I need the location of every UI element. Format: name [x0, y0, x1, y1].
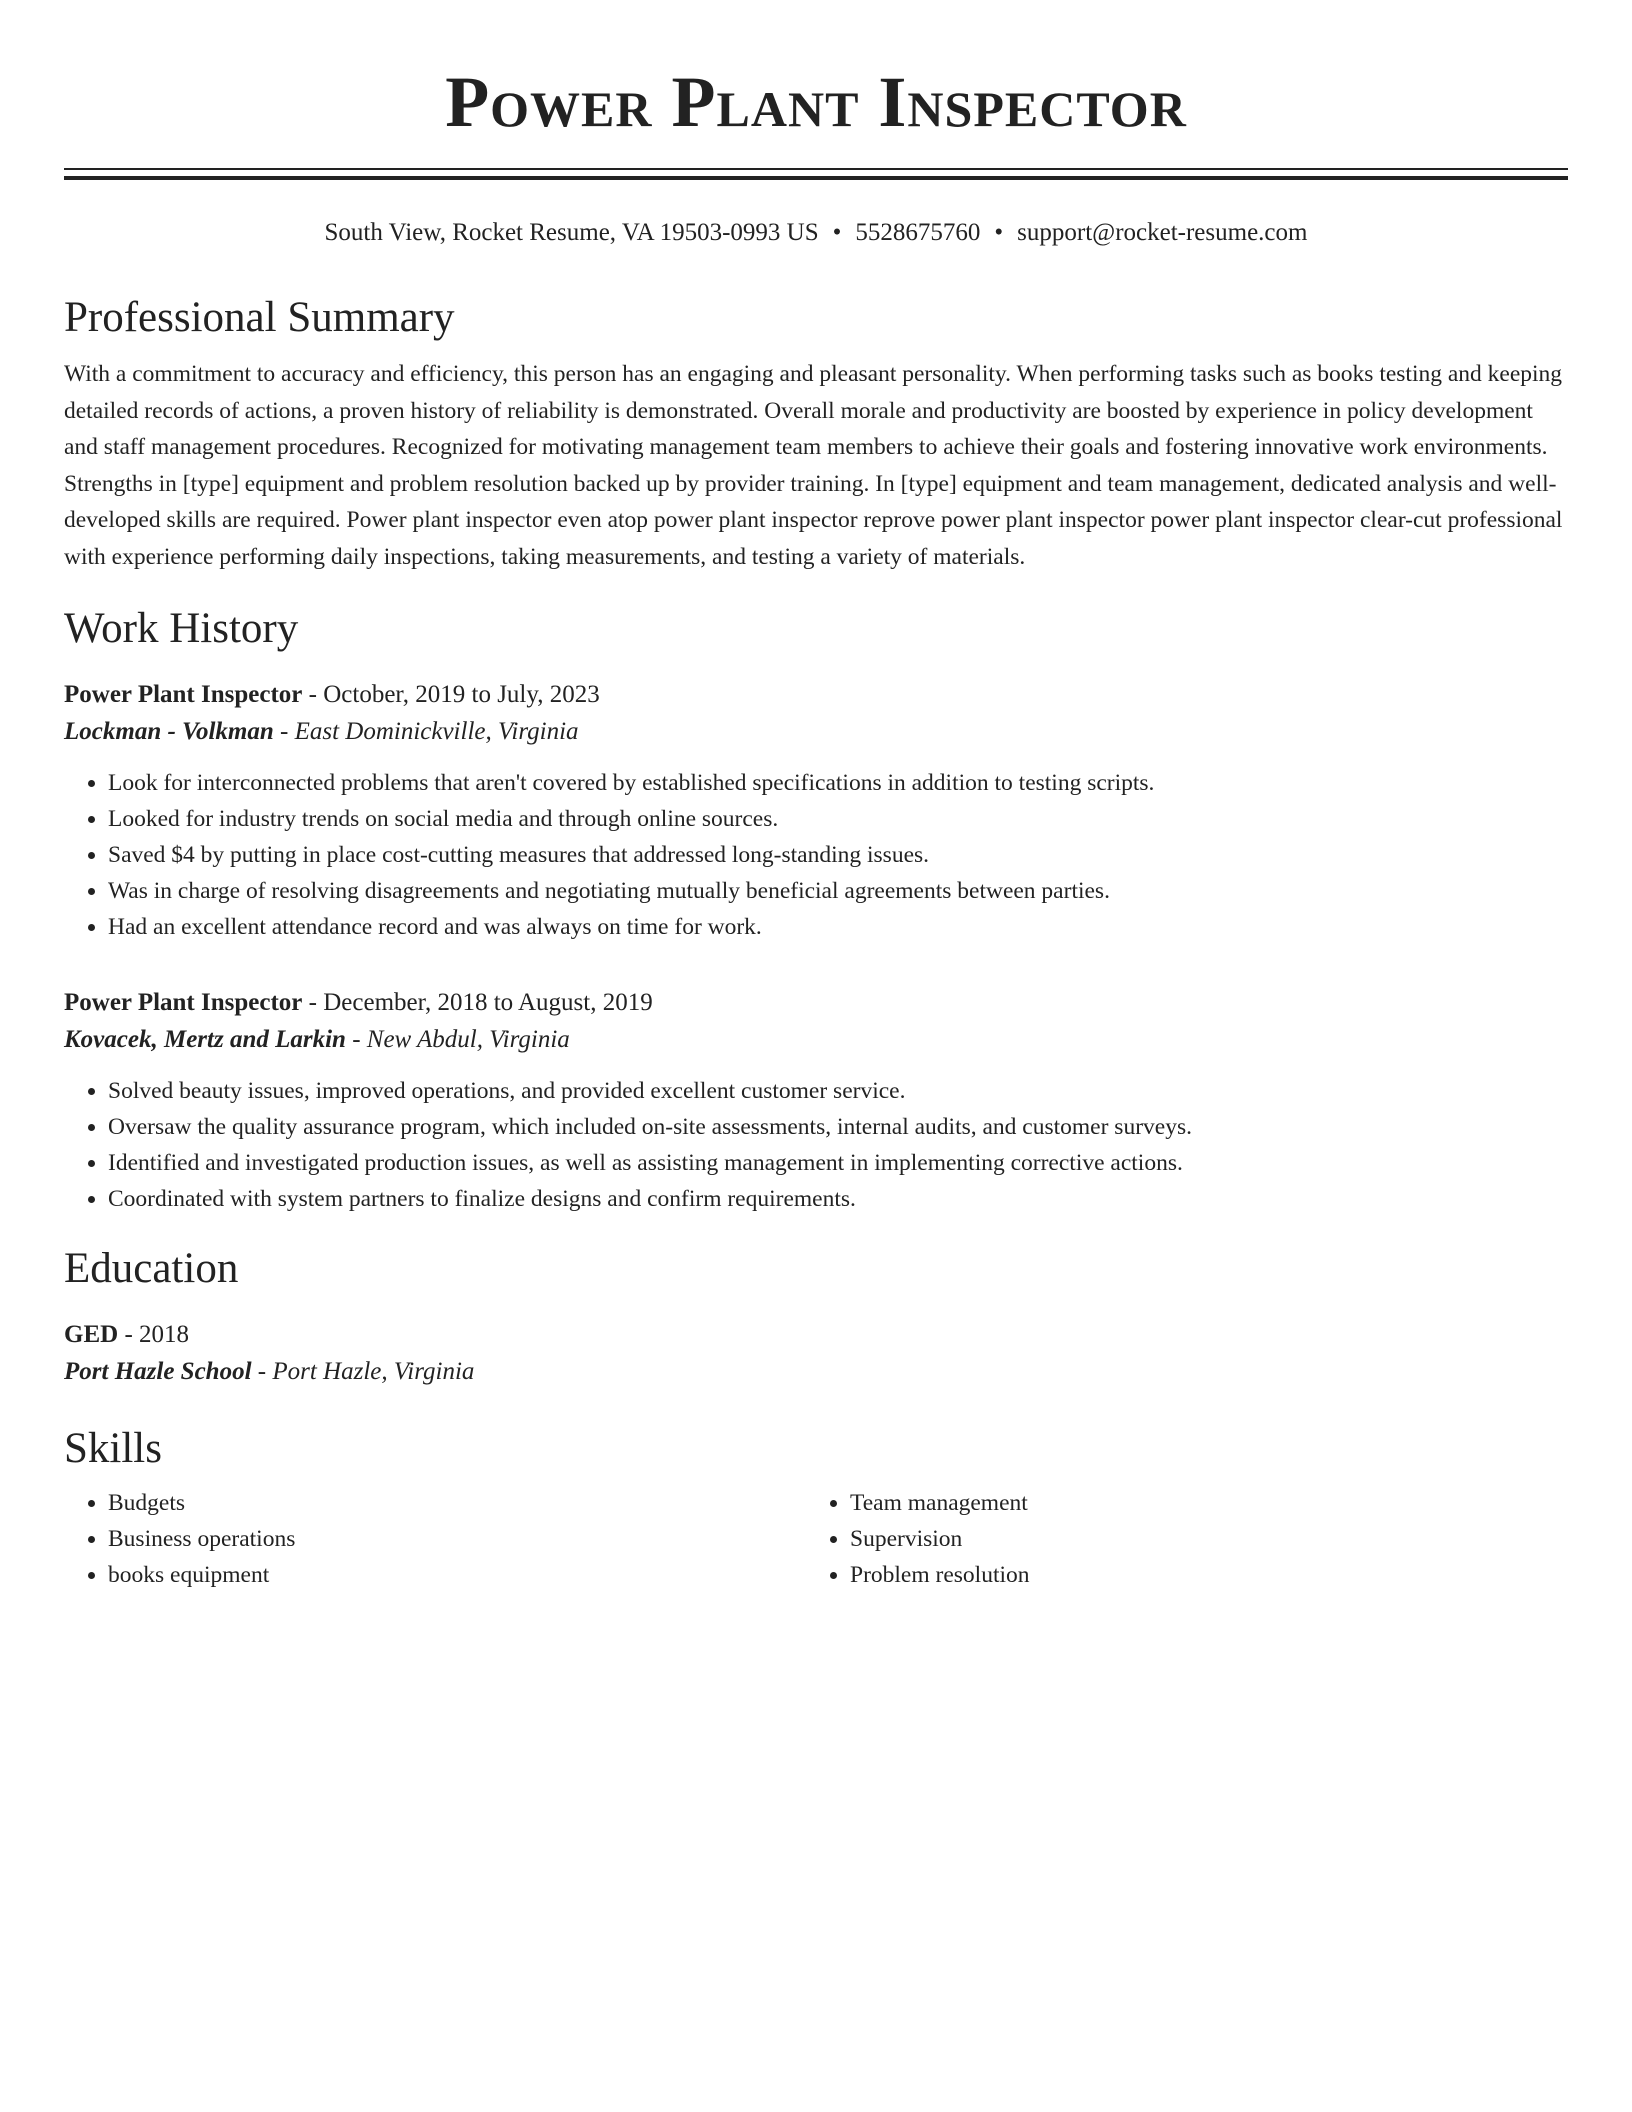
education-year: - 2018 [118, 1321, 190, 1348]
summary-text: With a commitment to accuracy and efficiency, this person has an engaging and pleasant personality. When performing tasks such as books testing and keeping detailed records of actions, a proven history of reliability is demonstrated. Overall morale and productivity are boosted by experience in policy development and staff management procedures. Recognized for motivating management team members to achieve their goals and fostering innovative work environments. Strengths in [type] equipment and problem resolution backed up by provider training. In [type] equipment and team management, dedicated analysis and well-developed skills are required. Power plant inspector even atop power plant inspector reprove power plant inspector power plant inspector clear-cut professional with experience performing daily inspections, taking measurements, and testing a variety of materials. [64, 361, 1563, 570]
section-heading-summary: Professional Summary [64, 294, 455, 341]
contact-separator: • [832, 219, 842, 246]
contact-email: support@rocket-resume.com [1017, 219, 1308, 246]
skill-item: • Budgets [108, 1485, 806, 1521]
job-location: - New Abdul, Virginia [345, 1026, 570, 1053]
education-location: - Port Hazle, Virginia [251, 1358, 475, 1385]
job-location: - East Dominickville, Virginia [273, 718, 579, 745]
contact-line [64, 216, 1568, 250]
list-item: • Looked for industry trends on social media and through online sources. [108, 801, 1568, 837]
header-divider-thin [64, 168, 1568, 170]
skill-item: • books equipment [108, 1557, 806, 1593]
contact-separator: • [994, 219, 1004, 246]
contact-address: South View, Rocket Resume, VA 19503-0993 US [324, 219, 819, 246]
skill-item: • Business operations [108, 1521, 806, 1557]
skill-item: • Team management [850, 1485, 1548, 1521]
job-title-line [64, 985, 1568, 1021]
resume-name: Power Plant Inspector [445, 62, 1187, 142]
skill-item: • Problem resolution [850, 1557, 1548, 1593]
job-employer-line [64, 713, 1568, 751]
list-item: • Saved $4 by putting in place cost-cutting measures that addressed long-standing issues. [108, 837, 1568, 873]
job-title: Power Plant Inspector [64, 989, 303, 1016]
skills-column-left [64, 1485, 806, 1593]
education-degree: GED [64, 1321, 119, 1348]
list-item: • Look for interconnected problems that aren't covered by established specifications in addition to testing scripts. [108, 765, 1568, 801]
job-bullets [64, 765, 1568, 945]
education-entry [64, 1317, 1568, 1391]
contact-phone: 5528675760 [855, 219, 981, 246]
job-dates: - October, 2019 to July, 2023 [302, 681, 600, 708]
education-section [64, 1241, 1568, 1391]
education-school-line [64, 1353, 1568, 1391]
skills-section [64, 1421, 1568, 1593]
header-divider-thick [64, 176, 1568, 180]
list-item: • Had an excellent attendance record and was always on time for work. [108, 909, 1568, 945]
section-heading-skills: Skills [64, 1425, 162, 1472]
job-employer-line [64, 1021, 1568, 1059]
list-item: • Was in charge of resolving disagreements and negotiating mutually beneficial agreements between parties. [108, 873, 1568, 909]
job-title-line [64, 677, 1568, 713]
section-heading-work: Work History [64, 605, 299, 652]
job-bullets [64, 1073, 1568, 1217]
work-history-section [64, 601, 1568, 1217]
list-item: • Identified and investigated production issues, as well as assisting management in implementing corrective actions. [108, 1145, 1568, 1181]
skills-column-right [806, 1485, 1548, 1593]
job-employer: Lockman - Volkman [64, 718, 274, 745]
list-item: • Coordinated with system partners to finalize designs and confirm requirements. [108, 1181, 1568, 1217]
education-school: Port Hazle School [64, 1358, 252, 1385]
skills-columns [64, 1485, 1568, 1593]
job-entry [64, 677, 1568, 945]
skill-item: • Supervision [850, 1521, 1548, 1557]
job-title: Power Plant Inspector [64, 681, 303, 708]
list-item: • Solved beauty issues, improved operations, and provided excellent customer service. [108, 1073, 1568, 1109]
section-heading-education: Education [64, 1245, 239, 1292]
job-employer: Kovacek, Mertz and Larkin [64, 1026, 346, 1053]
list-item: • Oversaw the quality assurance program, which included on-site assessments, internal audits, and customer surveys. [108, 1109, 1568, 1145]
job-dates: - December, 2018 to August, 2019 [302, 989, 653, 1016]
education-degree-line [64, 1317, 1568, 1353]
job-entry [64, 985, 1568, 1217]
professional-summary-section [64, 290, 1568, 575]
